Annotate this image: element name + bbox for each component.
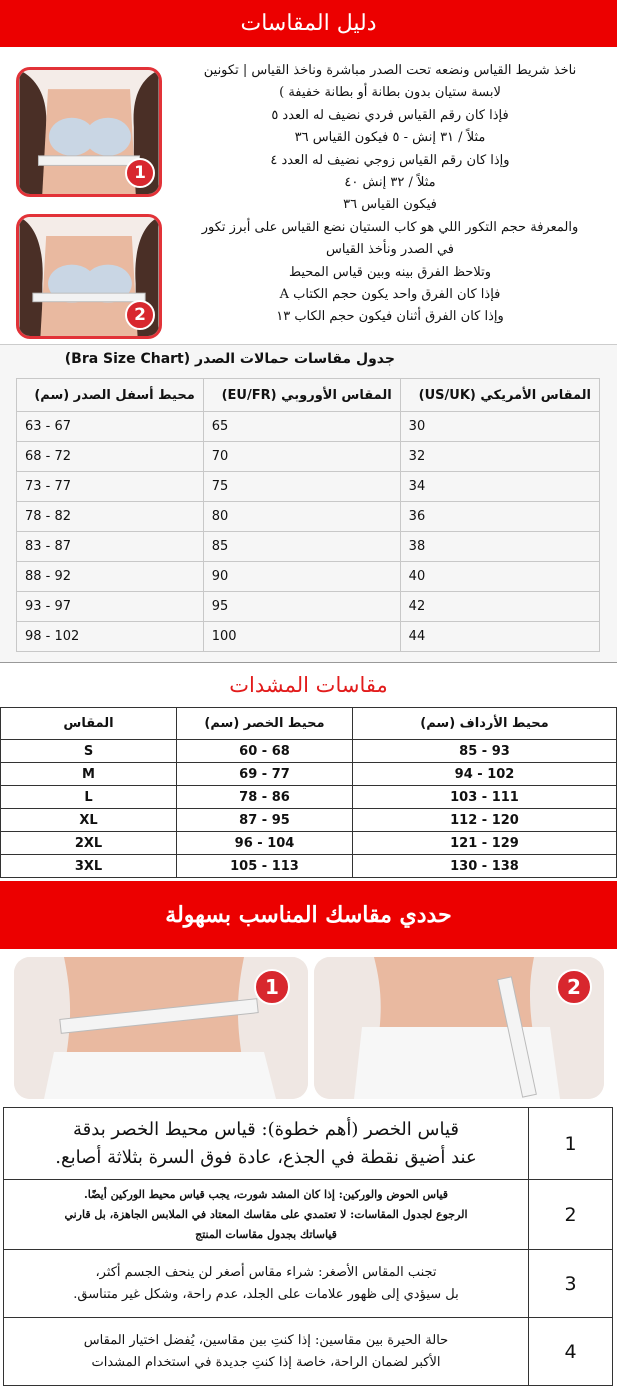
tip-row [4,1250,613,1318]
underbust-cell: 63 - 67 [17,412,204,442]
size-guide-banner [0,0,617,47]
underbust-cell: 73 - 77 [17,472,204,502]
measure-bust-photo [16,214,162,339]
waist-step-1-badge: 1 [254,969,290,1005]
bra-table-body [17,412,600,652]
hips-cell: 94 - 102 [353,763,617,786]
intro-line: في الصدر ونأخذ القياس [325,242,454,258]
waist-measure-photos [0,949,617,1107]
eu-size-header: المقاس الأوروبي (EU/FR) [203,379,400,412]
underbust-cell: 68 - 72 [17,442,204,472]
intro-line: فإذا كان رقم القياس فردي نضيف له العدد ٥ [271,107,509,123]
find-size-banner [0,881,617,949]
size-cell: XL [1,809,177,832]
tip-line: الأكبر لضمان الراحة، خاصة إذا كنتِ جديدة في استخدام المشدات [91,1354,441,1370]
step-2-badge: 2 [125,300,155,330]
bra-chart-title: جدول مقاسات حمالات الصدر (Bra Size Chart) [64,351,395,367]
intro-line: ناخذ شريط القياس ونضعه تحت الصدر مباشرة وناخذ القياس | تكونين [203,63,577,78]
intro-instructions [170,60,610,329]
eu-size-cell: 80 [203,502,400,532]
eu-size-cell: 70 [203,442,400,472]
tip-line: قياساتك بجدول مقاسات المنتج [195,1227,337,1241]
us-size-cell: 44 [400,622,599,652]
tip-line: قياس الخصر (أهم خطوة): قياس محيط الخصر بدقة [72,1118,460,1140]
waist-step-2-badge: 2 [556,969,592,1005]
eu-size-cell: 85 [203,532,400,562]
shapewear-title: مقاسات المشدات [229,673,388,697]
underbust-cell: 83 - 87 [17,532,204,562]
hips-cell: 103 - 111 [353,786,617,809]
size-cell: S [1,740,177,763]
underbust-cell: 88 - 92 [17,562,204,592]
underbust-cell: 78 - 82 [17,502,204,532]
intro-line: مثلاً / ٣٢ إنش ٤٠ [344,175,436,191]
us-size-cell: 38 [400,532,599,562]
us-size-cell: 32 [400,442,599,472]
bra-size-chart [0,344,617,662]
hips-cell: 85 - 93 [353,740,617,763]
eu-size-cell: 75 [203,472,400,502]
tip-text [4,1318,529,1386]
size-cell: 3XL [1,855,177,878]
intro-line: مثلاً / ٣١ إنش - ٥ فيكون القياس ٣٦ [294,130,486,146]
shapewear-table-body [1,740,617,878]
tip-line: الرجوع لجدول المقاسات: لا تعتمدي على مقاسك المعتاد في الملابس الجاهزة، بل قارني [64,1207,468,1221]
table-row [17,472,600,502]
shapewear-size-table [0,707,617,878]
step-1-badge: 1 [125,158,155,188]
waist-cell: 60 - 68 [177,740,353,763]
eu-size-cell: 65 [203,412,400,442]
tip-line: تجنب المقاس الأصغر: شراء مقاس أصغر لن ينحف الجسم أكثر، [95,1264,437,1280]
tip-number: 2 [529,1180,613,1250]
table-row [1,763,617,786]
table-row [1,832,617,855]
size-cell: L [1,786,177,809]
intro-line: وإذا كان الفرق أثنان فيكون حجم الكاب ١٣ [276,309,504,325]
waist-cell: 87 - 95 [177,809,353,832]
size-guide-title: دليل المقاسات [240,11,377,36]
table-row [17,502,600,532]
size-cell: M [1,763,177,786]
table-row [1,786,617,809]
table-header-row [17,379,600,412]
table-row [17,532,600,562]
size-cell: 2XL [1,832,177,855]
table-row [17,412,600,442]
bra-measure-intro [0,47,617,344]
waist-cell: 105 - 113 [177,855,353,878]
tip-line: قياس الحوض والوركين: إذا كان المشد شورت، يجب قياس محيط الوركين أيضًا. [83,1187,449,1201]
tip-line: بل سيؤدي إلى ظهور علامات على الجلد، عدم راحة، وشكل غير متناسق. [73,1286,459,1302]
hips-cell: 112 - 120 [353,809,617,832]
tip-row [4,1108,613,1180]
table-row [1,855,617,878]
us-size-cell: 36 [400,502,599,532]
hips-cell: 121 - 129 [353,832,617,855]
us-size-header: المقاس الأمريكي (US/UK) [400,379,599,412]
find-size-title: حددي مقاسك المناسب بسهولة [165,902,452,928]
measuring-tips-table [3,1107,613,1386]
size-header: المقاس [1,708,177,740]
waist-measure-photo-1 [14,957,308,1099]
eu-size-cell: 95 [203,592,400,622]
hips-header: محيط الأرداف (سم) [353,708,617,740]
table-row [17,622,600,652]
us-size-cell: 40 [400,562,599,592]
intro-line: فإذا كان الفرق واحد يكون حجم الكتاب A [279,287,501,303]
tip-text [4,1250,529,1318]
intro-line: فيكون القياس ٣٦ [343,197,437,213]
table-row [17,592,600,622]
intro-line: وتلاحظ الفرق بينه وبين قياس المحيط [289,264,491,280]
intro-line: والمعرفة حجم التكور اللي هو كاب الستيان نضع القياس على أبرز تكور [201,219,579,235]
hips-cell: 130 - 138 [353,855,617,878]
intro-line: وإذا كان رقم القياس زوجي نضيف له العدد ٤ [270,152,510,168]
eu-size-cell: 90 [203,562,400,592]
table-row [17,442,600,472]
tip-number: 1 [529,1108,613,1180]
waist-measure-photo-2 [314,957,604,1099]
tip-number: 4 [529,1318,613,1386]
tip-line: حالة الحيرة بين مقاسين: إذا كنتِ بين مقاسين، يُفضل اختيار المقاس [83,1332,449,1348]
table-header-row [1,708,617,740]
tip-text [4,1180,529,1250]
us-size-cell: 42 [400,592,599,622]
waist-header: محيط الخصر (سم) [177,708,353,740]
bra-size-table [16,378,600,652]
intro-line: لابسة ستيان بدون بطانة أو بطانة خفيفة ) [279,85,501,101]
waist-cell: 69 - 77 [177,763,353,786]
underbust-cell: 93 - 97 [17,592,204,622]
shapewear-size-chart [0,662,617,881]
tip-text [4,1108,529,1180]
tip-line: عند أضيق نقطة في الجذع، عادة فوق السرة بثلاثة أصابع. [55,1146,477,1168]
us-size-cell: 34 [400,472,599,502]
measure-underbust-photo [16,67,162,197]
waist-cell: 78 - 86 [177,786,353,809]
tip-row [4,1180,613,1250]
tip-number: 3 [529,1250,613,1318]
underbust-header: محيط أسفل الصدر (سم) [17,379,204,412]
us-size-cell: 30 [400,412,599,442]
waist-cell: 96 - 104 [177,832,353,855]
underbust-cell: 98 - 102 [17,622,204,652]
table-row [17,562,600,592]
eu-size-cell: 100 [203,622,400,652]
table-row [1,740,617,763]
table-row [1,809,617,832]
tip-row [4,1318,613,1386]
